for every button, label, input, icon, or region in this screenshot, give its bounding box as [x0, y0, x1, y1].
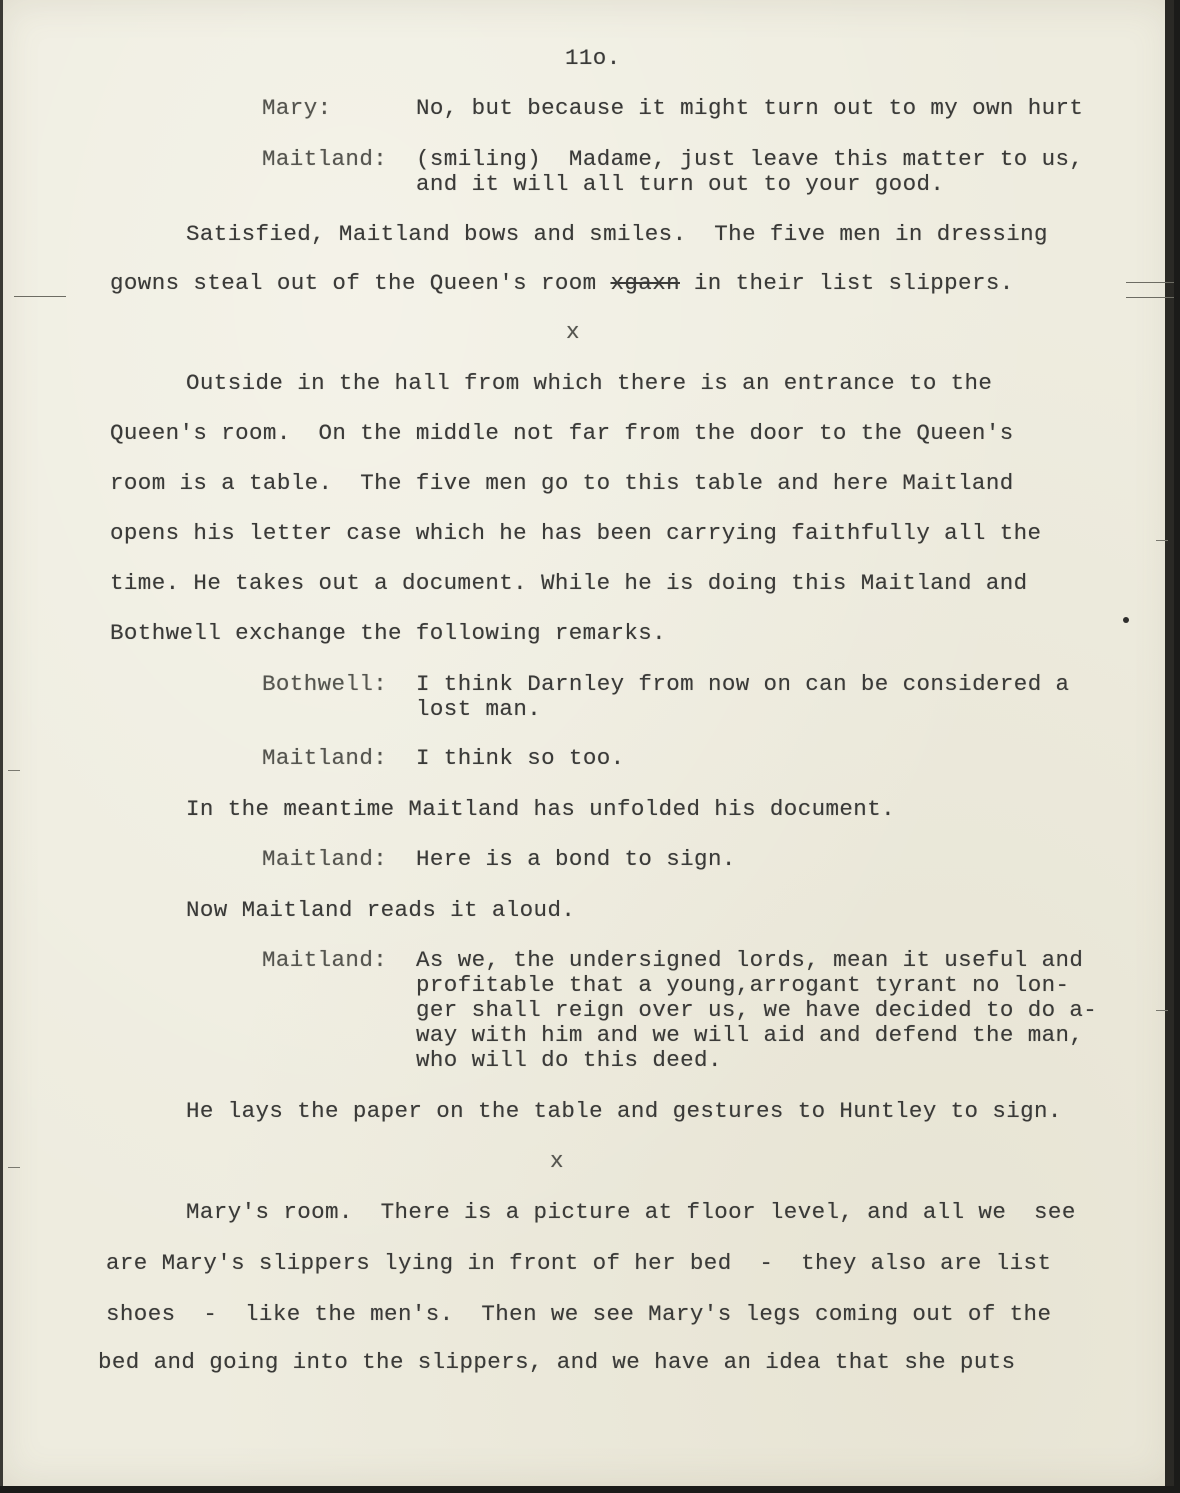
right-edge-tick — [1156, 1010, 1168, 1011]
paragraph-line: Bothwell exchange the following remarks. — [110, 620, 667, 646]
dialogue-line: ger shall reign over us, we have decided to do a- — [416, 997, 1098, 1023]
paragraph-line — [110, 271, 1014, 296]
dialogue-line: and it will all turn out to your good. — [416, 171, 945, 197]
paragraph-line: bed and going into the slippers, and we have an idea that she puts — [98, 1349, 1016, 1375]
paragraph-line: He lays the paper on the table and gestures to Huntley to sign. — [186, 1098, 1062, 1124]
right-margin-mark-2 — [1126, 297, 1174, 298]
paragraph-line: In the meantime Maitland has unfolded his document. — [186, 796, 896, 822]
paragraph-line: time. He takes out a document. While he is doing this Maitland and — [110, 570, 1028, 596]
dialogue-line: who will do this deed. — [416, 1047, 722, 1073]
page-number: 11o. — [565, 45, 621, 71]
speaker-label: Maitland: — [262, 146, 388, 172]
paragraph-line: Outside in the hall from which there is an entrance to the — [186, 370, 993, 396]
right-edge-tick — [1156, 540, 1168, 541]
dialogue-line: I think Darnley from now on can be considered a — [416, 671, 1070, 697]
speaker-label: Maitland: — [262, 947, 388, 973]
page-left-edge — [0, 0, 3, 1486]
dialogue-line: lost man. — [416, 696, 542, 722]
paragraph-line: Now Maitland reads it aloud. — [186, 897, 576, 923]
struck-out-word: xgaxn — [610, 270, 680, 296]
scene-separator: x — [550, 1148, 564, 1174]
page-right-edge — [1165, 0, 1174, 1486]
paragraph-text: gowns steal out of the Queen's room — [110, 270, 597, 296]
speaker-label: Maitland: — [262, 846, 388, 872]
left-edge-tick — [8, 770, 20, 771]
speaker-label: Mary: — [262, 95, 332, 121]
dialogue-line: Here is a bond to sign. — [416, 846, 736, 872]
paragraph-line: Mary's room. There is a picture at floor level, and all we see — [186, 1199, 1076, 1225]
left-edge-tick — [8, 1167, 20, 1168]
paragraph-line: are Mary's slippers lying in front of her bed - they also are list — [106, 1250, 1052, 1276]
paragraph-line: room is a table. The five men go to this table and here Maitland — [110, 470, 1014, 496]
left-margin-mark — [14, 296, 66, 297]
paragraph-text: in their list slippers. — [680, 270, 1014, 296]
dialogue-line: No, but because it might turn out to my own hurt — [416, 95, 1084, 121]
paragraph-line: Queen's room. On the middle not far from the door to the Queen's — [110, 420, 1014, 446]
scene-separator: x — [566, 319, 580, 345]
dialogue-line: (smiling) Madame, just leave this matter to us, — [416, 146, 1084, 172]
paragraph-line: opens his letter case which he has been carrying faithfully all the — [110, 520, 1042, 546]
paragraph-line: shoes - like the men's. Then we see Mary's legs coming out of the — [106, 1301, 1052, 1327]
dialogue-line: way with him and we will aid and defend the man, — [416, 1022, 1084, 1048]
speaker-label: Bothwell: — [262, 671, 388, 697]
dialogue-line: As we, the undersigned lords, mean it useful and — [416, 947, 1084, 973]
ink-dot — [1123, 617, 1129, 623]
paragraph-line: Satisfied, Maitland bows and smiles. The five men in dressing — [186, 221, 1048, 247]
right-margin-mark — [1126, 282, 1174, 283]
dialogue-line: I think so too. — [416, 745, 625, 771]
dialogue-line: profitable that a young,arrogant tyrant no lon- — [416, 972, 1070, 998]
speaker-label: Maitland: — [262, 745, 388, 771]
